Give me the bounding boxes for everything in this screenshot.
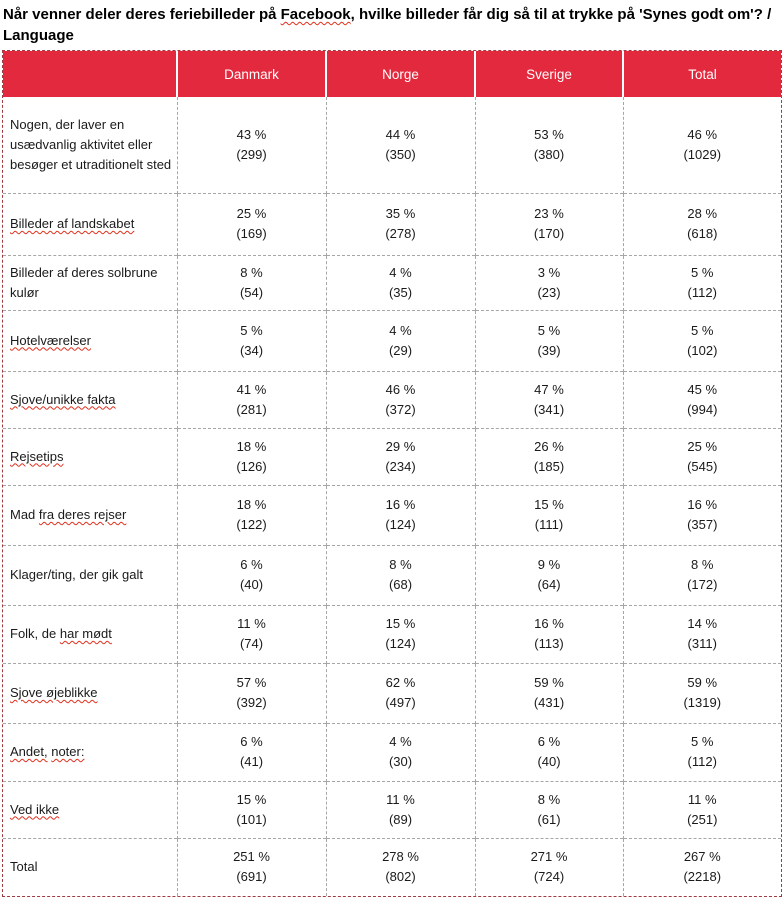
column-header-norge: Norge	[326, 51, 475, 97]
percent-value: 5 %	[691, 264, 714, 280]
misspelled-text: Rejsetips	[10, 448, 64, 464]
percent-value: 46 %	[687, 126, 718, 142]
value-cell	[177, 255, 326, 310]
value-cell	[177, 97, 326, 193]
count-value: (392)	[236, 695, 267, 710]
value-cell	[326, 193, 475, 255]
plain-text: Mad	[10, 507, 39, 522]
percent-value: 16 %	[534, 616, 564, 631]
percent-value: 47 %	[534, 381, 564, 397]
percent-value: 16 %	[385, 497, 416, 512]
count-value: (68)	[388, 577, 413, 592]
value-cell	[475, 605, 623, 663]
count-value: (112)	[687, 284, 717, 300]
percent-value: 267 %	[683, 849, 721, 865]
value-cell	[177, 663, 326, 723]
count-value: (29)	[388, 342, 413, 358]
value-cell	[177, 193, 326, 255]
table-row	[3, 485, 781, 545]
plain-text: Når venner deler deres feriebilleder på	[3, 6, 281, 23]
percent-value: 45 %	[687, 381, 718, 397]
row-label	[3, 255, 177, 310]
value-cell	[623, 663, 781, 723]
count-value: (102)	[687, 342, 718, 358]
count-value: (618)	[687, 226, 718, 241]
value-cell	[177, 310, 326, 371]
value-cell	[326, 838, 475, 896]
count-value: (34)	[239, 342, 264, 358]
column-header-total: Total	[623, 51, 781, 97]
count-value: (89)	[388, 811, 413, 827]
row-label	[3, 545, 177, 605]
value-cell	[623, 97, 781, 193]
value-cell	[177, 781, 326, 838]
count-value: (40)	[239, 577, 264, 592]
count-value: (122)	[236, 517, 267, 532]
misspelled-text: har mødt	[59, 626, 112, 641]
plain-text: Folk, de	[10, 626, 60, 641]
table-row	[3, 781, 781, 838]
value-cell	[623, 485, 781, 545]
value-cell	[177, 428, 326, 485]
percent-value: 59 %	[687, 675, 718, 690]
count-value: (431)	[533, 695, 565, 710]
value-cell	[326, 781, 475, 838]
value-cell	[475, 193, 623, 255]
row-label	[3, 663, 177, 723]
percent-value: 8 %	[691, 557, 714, 572]
count-value: (170)	[533, 226, 565, 241]
count-value: (281)	[236, 401, 267, 417]
percent-value: 3 %	[537, 264, 561, 280]
value-cell	[623, 605, 781, 663]
column-header-danmark: Danmark	[177, 51, 326, 97]
count-value: (341)	[533, 401, 565, 417]
count-value: (278)	[385, 226, 416, 241]
percent-value: 46 %	[385, 381, 416, 397]
percent-value: 57 %	[236, 675, 267, 690]
value-cell	[177, 485, 326, 545]
misspelled-text: Ved ikke	[10, 801, 60, 817]
value-cell	[475, 838, 623, 896]
percent-value: 5 %	[691, 322, 714, 338]
count-value: (1029)	[683, 146, 722, 162]
value-cell	[326, 428, 475, 485]
value-cell	[623, 723, 781, 781]
plain-text: Billeder af deres solbrune kulør	[10, 264, 158, 300]
value-cell	[326, 663, 475, 723]
value-cell	[326, 371, 475, 428]
row-label	[3, 838, 177, 896]
count-value: (234)	[385, 458, 416, 474]
count-value: (112)	[687, 754, 717, 769]
value-cell	[326, 97, 475, 193]
percent-value: 35 %	[385, 206, 416, 221]
table-row	[3, 371, 781, 428]
value-cell	[475, 781, 623, 838]
percent-value: 43 %	[236, 126, 267, 142]
percent-value: 25 %	[236, 206, 267, 221]
misspelled-text: Facebook	[280, 6, 351, 23]
percent-value: 5 %	[240, 322, 263, 338]
row-label	[3, 723, 177, 781]
count-value: (350)	[385, 146, 416, 162]
value-cell	[623, 428, 781, 485]
count-value: (54)	[239, 284, 264, 300]
percent-value: 4 %	[389, 322, 412, 338]
row-label	[3, 428, 177, 485]
value-cell	[623, 371, 781, 428]
value-cell	[623, 781, 781, 838]
table-row	[3, 545, 781, 605]
percent-value: 18 %	[236, 497, 267, 512]
count-value: (35)	[388, 284, 413, 300]
percent-value: 59 %	[534, 675, 564, 690]
count-value: (101)	[236, 811, 267, 827]
percent-value: 251 %	[233, 849, 270, 865]
value-cell	[177, 545, 326, 605]
row-label	[3, 781, 177, 838]
percent-value: 25 %	[687, 438, 718, 454]
count-value: (497)	[385, 695, 416, 710]
percent-value: 15 %	[534, 497, 564, 512]
table-row	[3, 310, 781, 371]
value-cell	[475, 428, 623, 485]
count-value: (311)	[687, 636, 717, 651]
row-label	[3, 310, 177, 371]
value-cell	[475, 371, 623, 428]
count-value: (994)	[687, 401, 718, 417]
page-title	[3, 4, 782, 46]
count-value: (380)	[533, 146, 565, 162]
count-value: (23)	[537, 284, 561, 300]
percent-value: 5 %	[691, 734, 714, 749]
value-cell	[326, 545, 475, 605]
crosstab-table	[3, 51, 781, 896]
value-cell	[623, 255, 781, 310]
percent-value: 271 %	[530, 849, 568, 865]
count-value: (40)	[537, 754, 561, 769]
count-value: (802)	[385, 869, 416, 885]
value-cell	[326, 255, 475, 310]
percent-value: 23 %	[534, 206, 564, 221]
count-value: (124)	[385, 517, 416, 532]
plain-text: , hvilke billeder får dig så til at trykke på 'Synes godt om'? / Language	[3, 6, 772, 44]
value-cell	[326, 723, 475, 781]
misspelled-text: Billeder af landskabet	[10, 216, 135, 231]
misspelled-text: Hotelværelser	[10, 332, 91, 348]
count-value: (61)	[537, 811, 561, 827]
value-cell	[475, 663, 623, 723]
value-cell	[177, 723, 326, 781]
value-cell	[475, 310, 623, 371]
count-value: (299)	[236, 146, 267, 162]
percent-value: 29 %	[385, 438, 416, 454]
count-value: (30)	[388, 754, 413, 769]
percent-value: 8 %	[537, 791, 561, 807]
row-label	[3, 371, 177, 428]
value-cell	[177, 605, 326, 663]
percent-value: 8 %	[240, 264, 263, 280]
count-value: (251)	[687, 811, 718, 827]
plain-text: Total	[10, 859, 38, 875]
count-value: (2218)	[683, 869, 722, 885]
value-cell	[623, 193, 781, 255]
row-label	[3, 193, 177, 255]
count-value: (357)	[687, 517, 718, 532]
count-value: (41)	[239, 754, 264, 769]
count-value: (169)	[236, 226, 267, 241]
percent-value: 28 %	[687, 206, 718, 221]
row-label	[3, 485, 177, 545]
percent-value: 11 %	[687, 791, 717, 807]
count-value: (64)	[537, 577, 561, 592]
count-value: (111)	[534, 517, 564, 532]
percent-value: 6 %	[240, 734, 263, 749]
percent-value: 15 %	[236, 791, 267, 807]
plain-text: Nogen, der laver en usædvanlig aktivitet eller besøger et utraditionelt sted	[10, 116, 172, 172]
column-header-sverige: Sverige	[475, 51, 623, 97]
header-row	[3, 51, 781, 97]
percent-value: 6 %	[537, 734, 561, 749]
count-value: (691)	[236, 869, 267, 885]
percent-value: 15 %	[385, 616, 416, 631]
misspelled-text: fra deres rejser	[38, 507, 127, 522]
percent-value: 62 %	[385, 675, 416, 690]
percent-value: 4 %	[389, 734, 412, 749]
count-value: (1319)	[683, 695, 722, 710]
misspelled-text: Sjove/unikke fakta	[10, 391, 116, 407]
percent-value: 18 %	[236, 438, 267, 454]
table-row	[3, 838, 781, 896]
percent-value: 11 %	[237, 616, 266, 631]
table-row	[3, 663, 781, 723]
percent-value: 6 %	[240, 557, 263, 572]
percent-value: 5 %	[537, 322, 561, 338]
value-cell	[475, 485, 623, 545]
percent-value: 278 %	[382, 849, 419, 865]
value-cell	[475, 255, 623, 310]
count-value: (124)	[385, 636, 416, 651]
results-table	[2, 50, 782, 897]
plain-text: Klager/ting, der gik galt	[10, 567, 143, 582]
percent-value: 9 %	[537, 557, 561, 572]
percent-value: 53 %	[534, 126, 564, 142]
percent-value: 4 %	[389, 264, 412, 280]
count-value: (113)	[534, 636, 564, 651]
value-cell	[623, 838, 781, 896]
count-value: (724)	[533, 869, 565, 885]
percent-value: 41 %	[236, 381, 267, 397]
value-cell	[623, 545, 781, 605]
value-cell	[623, 310, 781, 371]
percent-value: 14 %	[687, 616, 718, 631]
value-cell	[326, 485, 475, 545]
value-cell	[177, 838, 326, 896]
value-cell	[326, 605, 475, 663]
count-value: (185)	[533, 458, 565, 474]
table-row	[3, 97, 781, 193]
table-row	[3, 605, 781, 663]
table-row	[3, 255, 781, 310]
count-value: (372)	[385, 401, 416, 417]
misspelled-text: Sjove øjeblikke	[10, 685, 98, 700]
percent-value: 11 %	[386, 791, 415, 807]
count-value: (74)	[239, 636, 264, 651]
row-label	[3, 97, 177, 193]
row-label	[3, 605, 177, 663]
value-cell	[326, 310, 475, 371]
table-row	[3, 428, 781, 485]
count-value: (39)	[537, 342, 561, 358]
value-cell	[475, 723, 623, 781]
count-value: (545)	[687, 458, 718, 474]
count-value: (126)	[236, 458, 267, 474]
percent-value: 16 %	[687, 497, 718, 512]
percent-value: 44 %	[385, 126, 416, 142]
table-row	[3, 193, 781, 255]
value-cell	[177, 371, 326, 428]
misspelled-text: Andet,	[10, 744, 48, 759]
count-value: (172)	[687, 577, 718, 592]
percent-value: 8 %	[389, 557, 412, 572]
table-row	[3, 723, 781, 781]
value-cell	[475, 545, 623, 605]
value-cell	[475, 97, 623, 193]
misspelled-text: noter:	[51, 744, 85, 759]
percent-value: 26 %	[534, 438, 564, 454]
corner-cell	[3, 51, 177, 97]
